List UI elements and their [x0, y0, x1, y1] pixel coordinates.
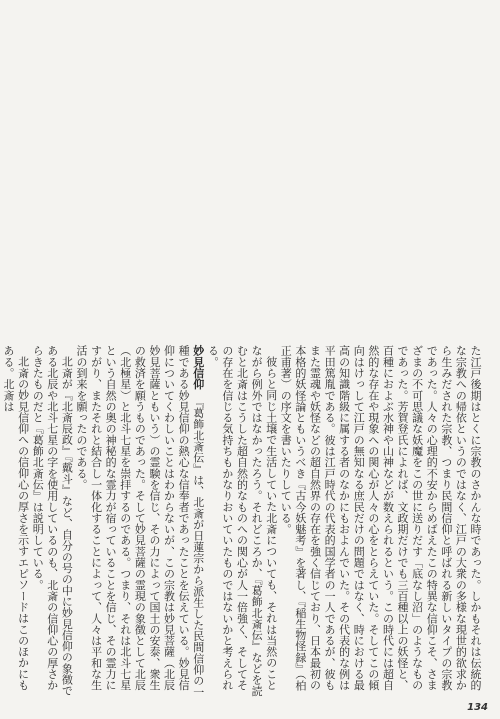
- paragraph-5: 北斎の妙見信仰への信仰心の厚さを示すエピソードはこのほかにもある。北斎は: [2, 345, 30, 691]
- paragraph-4: 北斎が『北斎辰政』『戴斗』など、自分の号の中に妙見信仰の象徴である北辰や北斗七星の字を使用しているのも、北斎の信仰心の厚さからきたものだと『葛飾北斎伝』は説明している。: [31, 345, 74, 697]
- paragraph-2: 彼らと同じ土壌で生活していた北斎についても、それは当然のことながら例外ではなかったろう。それどころか、『葛飾北斎伝』などを読むと北斎はこうした超自然的なものへの関心が人一倍強く、そしてその存在を信じる気持ちもかなりおいていたものではないかと考えられる。: [206, 345, 278, 697]
- page-number: 134: [467, 702, 488, 713]
- vertical-text-body: [2, 345, 482, 700]
- section-heading: 妙見信仰: [191, 345, 205, 390]
- paragraph-1: た江戸後期はとくに宗教のさかんな時であった。しかもそれは伝統的な宗教への帰依というのではなく、江戸の大衆の多様な現世的欲求から生みだされた宗教、つまり民間信仰と呼ばれる新しいタイプの宗教であった。人々の心理的不安からめばえたこの特異な信仰こそ、さまざまの不可思議な妖魔をこの世に送りだす「底なし沼」のようなものであった。芳賀登氏によれば、文政期だけでも三百種以上の妖怪と、百種におよぶ水神や山神などが数えられるという。この時代には超自然的な存在や現象への関心が人々の心をとらえていた。そしてこの傾向はけっして江戸の無知なる庶民だけの問題ではなく、時における最高の知識階級に属する者のなかにもおよんでいた。その代表的な例は平田篤胤である。彼は江戸時代の代表的国学者の一人であるが、彼もまた霊魂や妖怪などの超自然界の存在を強く信じており、日本最初の本格的妖怪論ともいうべき『古今妖魅考』を著し、『稲生物怪録』（柏正甫著）の序文を書いたりしている。: [279, 345, 482, 691]
- paragraph-3: 『葛飾北斎伝』は、北斎が日蓮宗から派生した民間信仰の一種である妙見信仰の熱心な信奉者であったことを伝えている。妙見信仰についてくわしいことはわからないが、この宗教は妙見菩薩（北辰妙見菩薩ともいう）の霊験を信じ、その力によって国土の安泰、衆生の救済を願うものであった。そして妙見菩薩の霊現の象徴として北辰（北極星）と北斗七星を崇拝するのである。つまり、それは北斗七星という自然の奥の神秘的な霊力が宿っていることを信じ、その霊力にすがり、またそれと結合し一体化することによって、人々は平和な生活の到来を願ったのである。: [74, 345, 205, 698]
- section-heading-para: [73, 345, 204, 700]
